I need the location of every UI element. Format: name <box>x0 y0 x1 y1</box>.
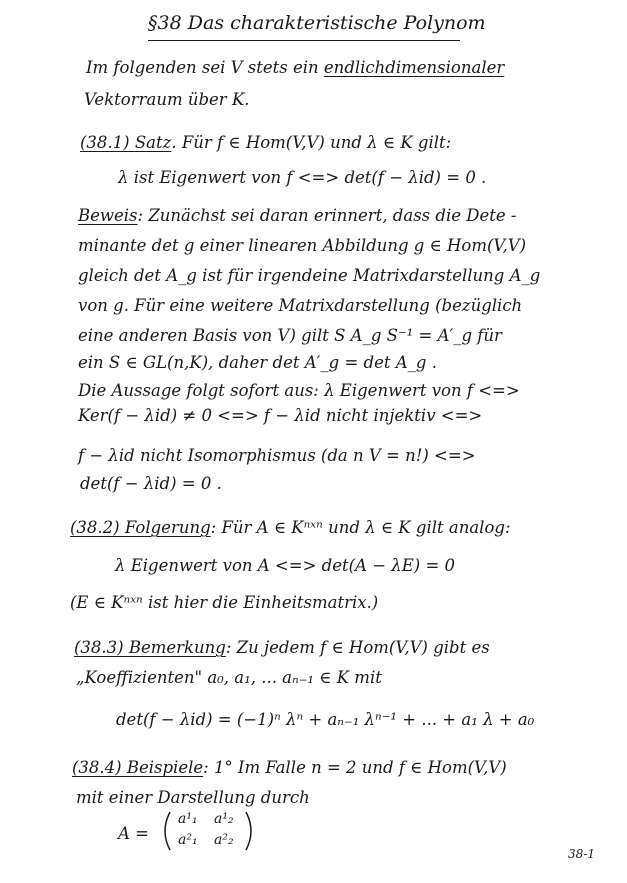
satz-statement: λ ist Eigenwert von f <=> det(f − λid) = 0 . <box>118 168 487 187</box>
beweis-line-10: det(f − λid) = 0 . <box>80 474 222 493</box>
page-number: 38-1 <box>568 847 595 861</box>
intro-line-1 <box>86 60 504 77</box>
beweis-label: Beweis <box>78 206 138 225</box>
beweis-line-3: gleich det A_g ist für irgendeine Matrixdarstellung A_g <box>78 266 541 285</box>
bemerkung-line-2: „Koeffizienten" a₀, a₁, ... aₙ₋₁ ∈ K mit <box>76 668 382 687</box>
folgerung-statement: λ Eigenwert von A <=> det(A − λE) = 0 <box>115 556 456 575</box>
matrix-cell-1-2: a¹₂ <box>214 811 234 827</box>
beweis-line-5: eine anderen Basis von V) gilt S A_g S⁻¹ = A′_g für <box>78 326 502 345</box>
intro-emphasis: endlichdimensionaler <box>323 58 505 77</box>
beispiele-label: (38.4) Beispiele <box>72 758 204 777</box>
satz-text: . Für f ∈ Hom(V,V) und λ ∈ K gilt: <box>171 133 452 152</box>
intro-line-2: Vektorraum über K. <box>84 90 250 109</box>
matrix-brackets <box>158 808 258 854</box>
intro-text: Im folgenden sei V stets ein <box>86 58 324 77</box>
beweis-line-1 <box>78 208 516 225</box>
beweis-line-7: Die Aussage folgt sofort aus: λ Eigenwert von f <=> <box>78 381 520 400</box>
satz-heading <box>80 135 451 152</box>
title-underline <box>148 40 460 41</box>
beispiele-line-2: mit einer Darstellung durch <box>76 788 310 807</box>
beweis-line-8: Ker(f − λid) ≠ 0 <=> f − λid nicht injektiv <=> <box>78 406 483 425</box>
beweis-line-6: ein S ∈ GL(n,K), daher det A′_g = det A_g . <box>78 353 437 372</box>
beweis-line-4: von g. Für eine weitere Matrixdarstellung (bezüglich <box>78 296 523 315</box>
page-title: §38 Das charakteristische Polynom <box>148 12 486 34</box>
beispiele-text: : 1° Im Falle n = 2 und f ∈ Hom(V,V) <box>203 758 507 777</box>
matrix-lhs: A = <box>118 824 149 843</box>
matrix-cell-2-1: a²₁ <box>178 832 198 848</box>
left-paren <box>165 812 170 850</box>
bemerkung-formula: det(f − λid) = (−1)ⁿ λⁿ + aₙ₋₁ λⁿ⁻¹ + ... + a₁ λ + a₀ <box>116 710 535 729</box>
right-paren <box>246 812 251 850</box>
bemerkung-heading <box>74 640 490 657</box>
folgerung-heading <box>70 520 511 537</box>
folgerung-text: : Für A ∈ Kⁿˣⁿ und λ ∈ K gilt analog: <box>210 518 511 537</box>
beweis-line-9: f − λid nicht Isomorphismus (da n V = n!) <=> <box>78 446 476 465</box>
matrix-cell-1-1: a¹₁ <box>178 811 198 827</box>
folgerung-note: (E ∈ Kⁿˣⁿ ist hier die Einheitsmatrix.) <box>70 593 379 612</box>
satz-label: (38.1) Satz <box>80 133 172 152</box>
bemerkung-label: (38.3) Bemerkung <box>74 638 226 657</box>
bemerkung-text: : Zu jedem f ∈ Hom(V,V) gibt es <box>225 638 490 657</box>
folgerung-label: (38.2) Folgerung <box>70 518 211 537</box>
beweis-line-2: minante det g einer linearen Abbildung g ∈ Hom(V,V) <box>78 236 527 255</box>
matrix-cell-2-2: a²₂ <box>214 832 234 848</box>
beweis-text: : Zunächst sei daran erinnert, dass die Dete - <box>137 206 517 225</box>
beispiele-heading <box>72 760 507 777</box>
